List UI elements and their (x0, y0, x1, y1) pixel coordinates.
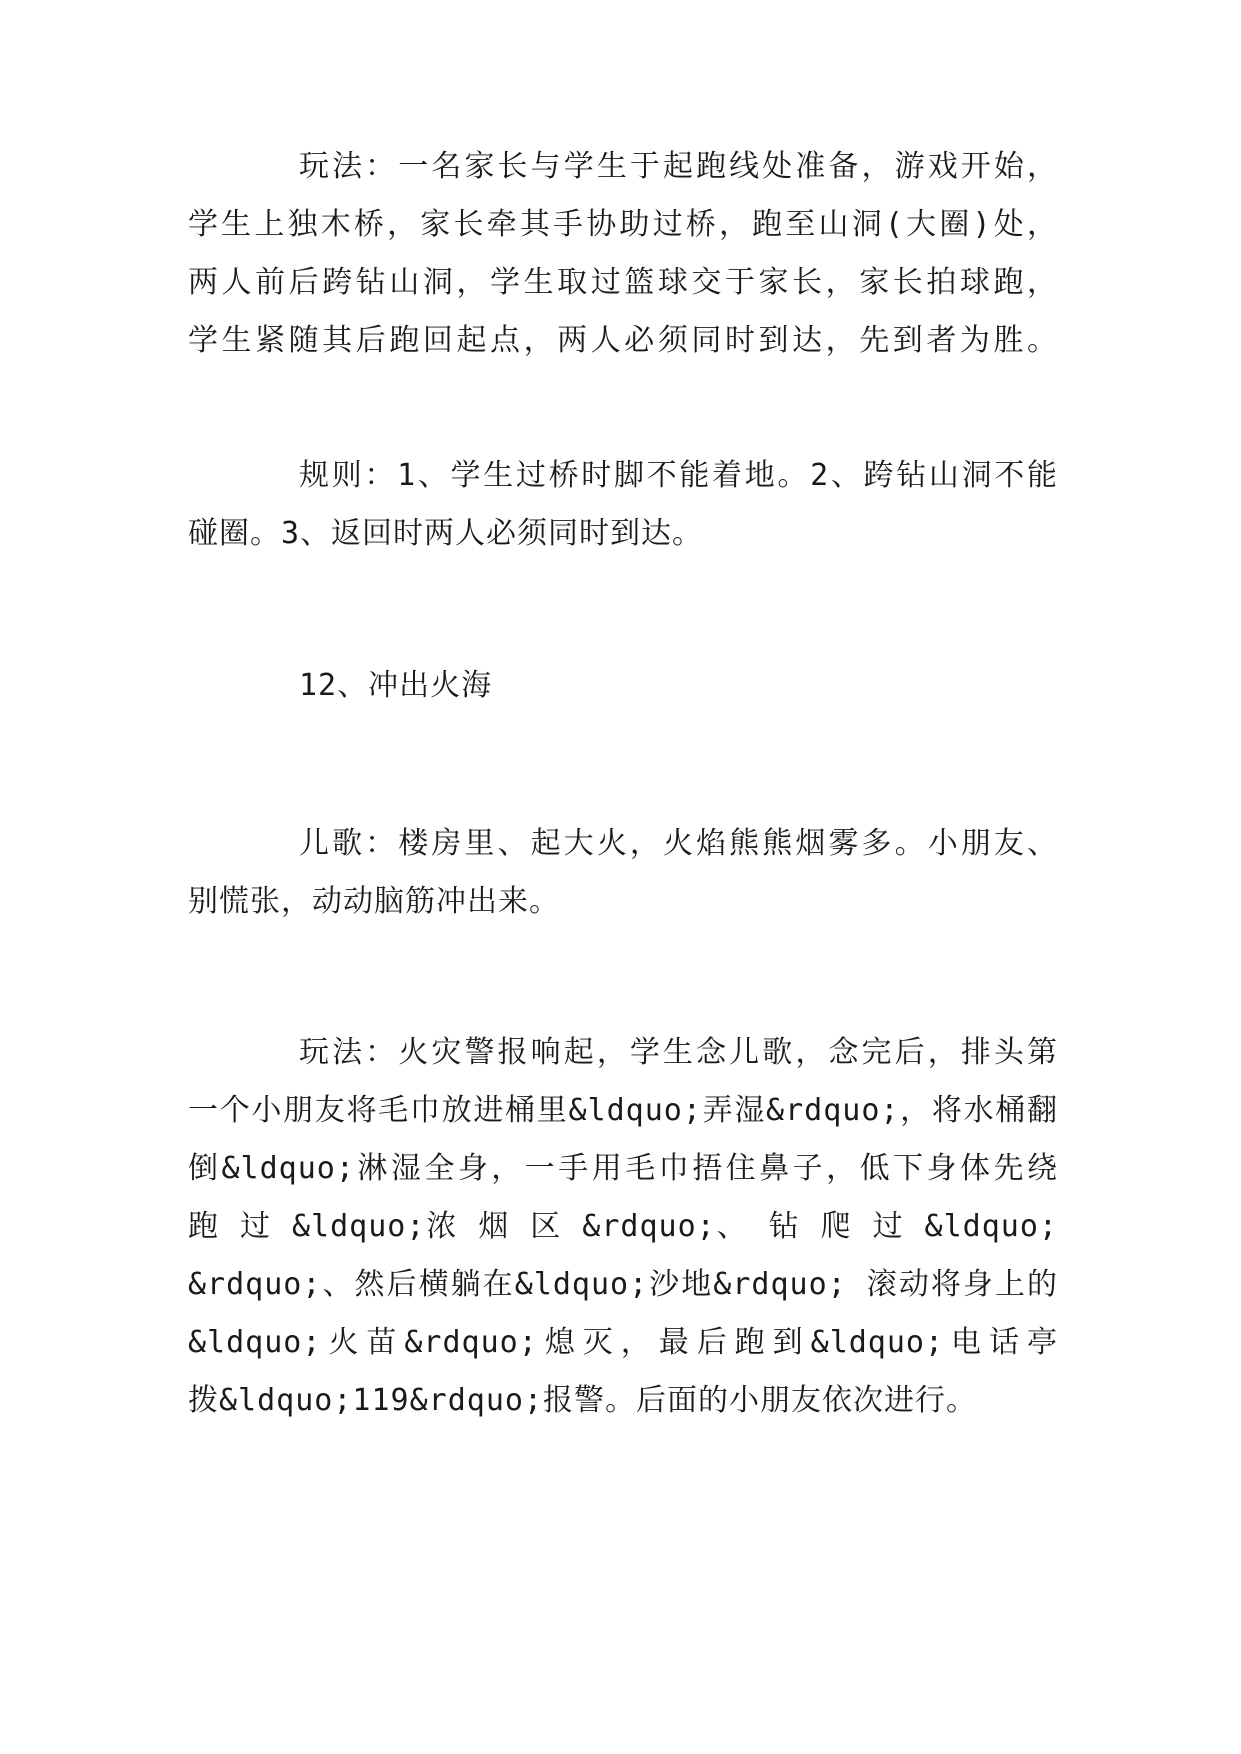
text-line: 规则：1、学生过桥时脚不能着地。2、跨钻山洞不能 (299, 458, 1058, 493)
text-line: 学生上独木桥，家长牵其手协助过桥，跑至山洞(大圈)处， (188, 207, 1058, 242)
text-line: 两人前后跨钻山洞，学生取过篮球交于家长，家长拍球跑， (188, 265, 1058, 300)
text-line: 玩法：火灾警报响起，学生念儿歌，念完后，排头第 (299, 1035, 1058, 1070)
text-line: 玩法：一名家长与学生于起跑线处准备，游戏开始， (299, 149, 1058, 184)
text-line: 学生紧随其后跑回起点，两人必须同时到达，先到者为胜。 (188, 323, 1058, 358)
section-title: 12、冲出火海 (299, 668, 493, 703)
text-line: 倒&ldquo;淋湿全身，一手用毛巾捂住鼻子，低下身体先绕 (188, 1151, 1058, 1186)
text-line: 碰圈。3、返回时两人必须同时到达。 (188, 516, 704, 551)
text-line: 儿歌：楼房里、起大火，火焰熊熊烟雾多。小朋友、 (299, 826, 1058, 861)
paragraph-nursery-rhyme (188, 815, 1058, 931)
paragraph-gameplay-fire (188, 1024, 1058, 1430)
paragraph-rules (188, 447, 1058, 563)
text-line: &ldquo;火苗&rdquo;熄灭，最后跑到&ldquo;电话亭 (188, 1325, 1058, 1360)
text-line: 跑 过 &ldquo;浓 烟 区 &rdquo;、 钻 爬 过 &ldquo; (188, 1209, 1058, 1244)
text-line: &rdquo;、然后横躺在&ldquo;沙地&rdquo; 滚动将身上的 (188, 1267, 1058, 1302)
paragraph-gameplay-bridge (188, 138, 1058, 370)
text-line: 一个小朋友将毛巾放进桶里&ldquo;弄湿&rdquo;，将水桶翻 (188, 1093, 1058, 1128)
text-line: 拨&ldquo;119&rdquo;报警。后面的小朋友依次进行。 (188, 1383, 978, 1418)
section-heading (188, 657, 1058, 715)
text-line: 别慌张，动动脑筋冲出来。 (188, 884, 560, 919)
